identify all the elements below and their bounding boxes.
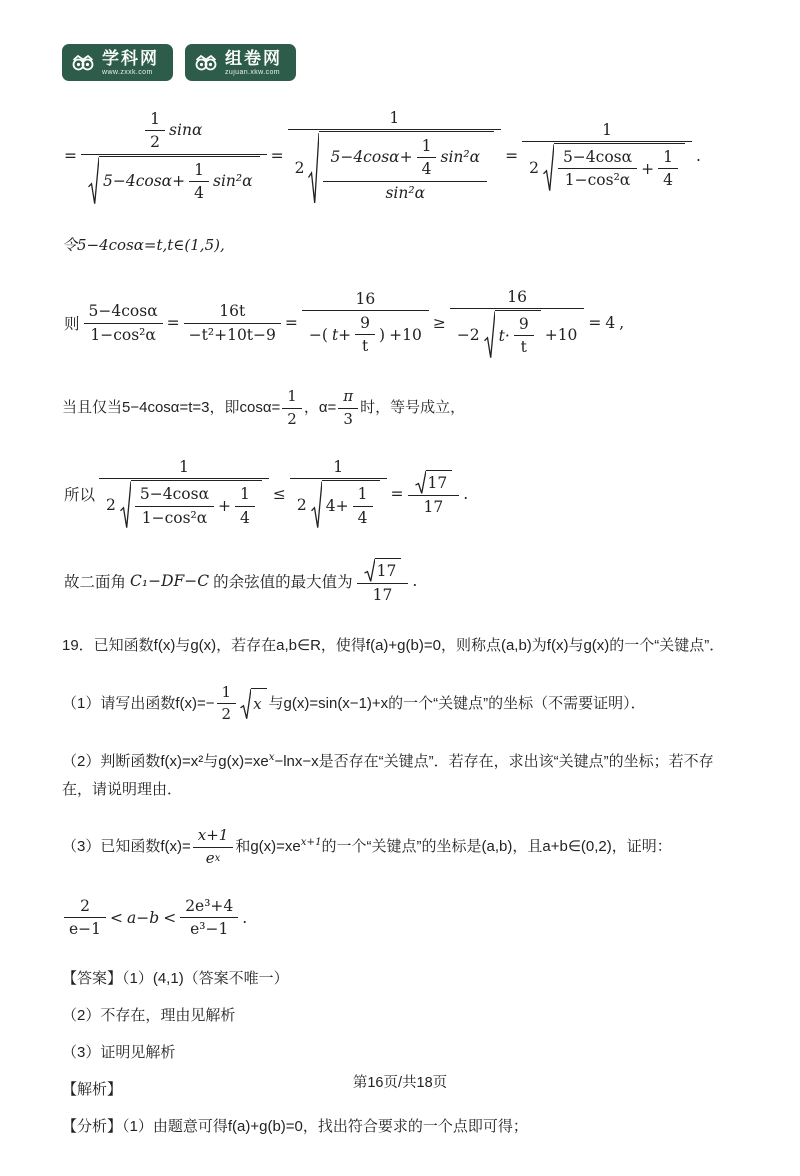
square-root xyxy=(484,310,541,359)
math-token: 2 xyxy=(296,496,307,515)
radicand xyxy=(554,143,685,192)
fraction xyxy=(357,557,409,606)
fraction xyxy=(135,483,214,528)
math-token: sin²α xyxy=(385,184,426,203)
math-token: = xyxy=(284,314,298,333)
math-token: sin²α xyxy=(213,172,253,191)
radical-icon xyxy=(308,131,319,205)
fraction xyxy=(290,456,387,530)
math-token: t xyxy=(355,334,375,357)
fraction xyxy=(282,386,302,430)
text-run: （1）请写出函数f(x)=− xyxy=(62,694,215,712)
page-footer xyxy=(0,1071,800,1092)
logo-text xyxy=(102,49,159,77)
math-token: t+ xyxy=(331,325,352,344)
math-token: 2 xyxy=(106,496,116,515)
fraction xyxy=(288,107,501,207)
radicand xyxy=(319,131,494,205)
fraction xyxy=(217,682,237,726)
text-run: （3）已知函数f(x)= xyxy=(62,838,191,856)
math-token: −( xyxy=(308,325,328,344)
math-token: 5−4cosα xyxy=(562,148,633,167)
fraction-numerator xyxy=(408,469,460,495)
radicand: 17 xyxy=(375,558,402,582)
logo-url: zujuan.xkw.com xyxy=(225,68,281,76)
math-token: 4+ xyxy=(325,497,349,516)
text-run: 【解析】 xyxy=(62,1080,123,1098)
answer-line-2 xyxy=(62,1004,738,1025)
fraction-numerator: 1 xyxy=(333,458,344,477)
owl-icon xyxy=(194,51,218,75)
math-token: 3 xyxy=(338,408,358,431)
text-run: 则 xyxy=(64,316,80,334)
fraction xyxy=(184,300,281,345)
square-root xyxy=(364,558,402,582)
radicand xyxy=(495,310,541,359)
math-token: 1 xyxy=(663,148,673,167)
radical-icon xyxy=(88,156,99,205)
square-root xyxy=(88,156,260,205)
text-run: （2）判断函数f(x)=x²与g(x)=xe xyxy=(62,752,269,770)
radical-icon xyxy=(120,480,131,529)
math-token: 1 xyxy=(240,485,250,504)
owl-icon xyxy=(71,51,95,75)
math-token: t· xyxy=(498,326,510,345)
fraction-denominator: e x xyxy=(193,847,234,870)
math-token: . xyxy=(412,572,418,591)
fraction-denominator xyxy=(99,478,269,530)
fraction-denominator xyxy=(302,310,429,358)
fraction xyxy=(408,469,460,518)
math-token: 4 xyxy=(353,506,373,529)
substitution-line xyxy=(62,232,738,260)
math-token: −2 xyxy=(456,325,480,344)
logo-xuekewang xyxy=(62,44,173,81)
logo-zujuanwang xyxy=(185,44,296,81)
math-token: +10 xyxy=(389,325,422,344)
fraction xyxy=(450,286,585,360)
logo-url: www.zxxk.com xyxy=(102,68,153,76)
math-token: e xyxy=(205,848,215,867)
square-root xyxy=(543,143,685,192)
math-token: 1 xyxy=(194,160,205,179)
square-root xyxy=(120,480,262,529)
math-token: x+1 xyxy=(197,826,229,845)
exponent: x+1 xyxy=(300,837,322,849)
logo-text xyxy=(225,49,282,77)
fraction-numerator xyxy=(357,557,409,583)
math-token: 1 xyxy=(221,682,232,701)
radicand xyxy=(99,156,260,205)
fraction xyxy=(514,313,534,358)
derivation-line-1 xyxy=(62,107,738,207)
radicand xyxy=(322,480,380,529)
math-token: 2 xyxy=(294,158,305,177)
fraction xyxy=(323,134,487,204)
inequality-line xyxy=(62,895,738,940)
text-run: 令5−4cosα=t,t∈(1,5), xyxy=(62,236,225,255)
problem-19-part3 xyxy=(62,825,738,869)
fraction xyxy=(145,108,165,153)
math-token: −t²+10t−9 xyxy=(184,323,281,346)
fraction xyxy=(522,119,692,193)
text-run: 故二面角 xyxy=(64,574,127,592)
math-token: sin²α xyxy=(440,148,481,167)
fraction-denominator xyxy=(522,141,692,193)
math-token: 2 xyxy=(145,130,165,153)
text-run: ，α= xyxy=(303,399,337,417)
radical-icon xyxy=(240,688,251,720)
math-token: C₁−DF−C xyxy=(130,572,210,591)
fraction-numerator xyxy=(81,107,267,154)
fraction xyxy=(302,288,429,358)
text-run: 的余弦值的最大值为 xyxy=(213,574,353,592)
fraction xyxy=(558,146,637,191)
math-token: . xyxy=(695,147,701,166)
fraction-numerator xyxy=(323,134,487,181)
text-run: 【答案】（1）(4,1)（答案不唯一） xyxy=(62,969,289,987)
exponent: x xyxy=(268,751,275,763)
text-run: 的一个“关键点”的坐标是(a,b)，且a+b∈(0,2)，证明： xyxy=(321,838,672,856)
math-token: = xyxy=(270,147,284,166)
square-root xyxy=(308,131,494,205)
math-token: 4 xyxy=(417,157,437,180)
math-token: 4 xyxy=(605,314,616,333)
text-run: −lnx−x是否存在“关键点”．若存在，求出该“关键点”的坐标；若不存在，请说明理由． xyxy=(62,752,714,798)
fraction xyxy=(81,107,267,207)
fraction-denominator xyxy=(288,129,501,206)
radical-icon xyxy=(484,310,495,359)
square-root xyxy=(311,480,380,529)
square-root xyxy=(240,688,266,720)
radical-icon xyxy=(415,470,426,494)
fraction xyxy=(353,483,373,528)
fraction xyxy=(189,159,209,204)
math-token: 1 xyxy=(287,387,297,406)
math-token: a−b xyxy=(127,908,160,927)
math-token: + xyxy=(218,497,232,516)
fraction xyxy=(64,895,106,940)
math-token: = xyxy=(64,147,77,166)
math-token: 4 xyxy=(189,181,209,204)
text-run: 时，等号成立， xyxy=(360,399,466,417)
math-token: 2 xyxy=(529,158,539,177)
math-token: . xyxy=(463,484,469,503)
math-token: 1 xyxy=(150,109,161,128)
math-token: sinα xyxy=(169,121,203,140)
equality-condition-line xyxy=(62,386,738,430)
logo-name: 组卷网 xyxy=(225,49,282,68)
fraction-numerator: 16 xyxy=(355,289,376,308)
fraction xyxy=(99,456,269,530)
fraction-denominator xyxy=(323,181,487,204)
header-logos xyxy=(62,44,738,81)
math-token: 2 xyxy=(217,703,237,726)
text-run: 当且仅当5−4cosα=t=3，即cosα= xyxy=(62,399,281,417)
fraction-denominator: 17 xyxy=(357,583,409,606)
math-token: = xyxy=(505,147,519,166)
square-root xyxy=(415,470,453,494)
math-token: , xyxy=(619,314,625,333)
answer-section xyxy=(62,967,738,1136)
math-token: ≤ xyxy=(272,484,286,503)
fraction-numerator: 1 xyxy=(179,458,189,477)
math-token: 4 xyxy=(658,168,678,191)
math-token: t xyxy=(514,335,534,358)
fraction-numerator: 2 xyxy=(80,897,90,916)
math-token: 9 xyxy=(360,314,371,333)
radicand: 17 xyxy=(426,470,453,494)
math-token: +10 xyxy=(544,325,578,344)
analysis-line xyxy=(62,1115,738,1136)
math-token: 2 xyxy=(282,408,302,431)
math-token: π xyxy=(343,387,354,406)
fraction xyxy=(658,146,678,191)
math-token: < xyxy=(163,908,177,927)
text-run: （3）证明见解析 xyxy=(62,1043,176,1061)
logo-name: 学科网 xyxy=(102,49,159,68)
answer-line-3 xyxy=(62,1041,738,1062)
fraction-numerator: 16 xyxy=(507,287,527,306)
math-token: 5−4cosα+ xyxy=(103,172,186,191)
math-token: 1 xyxy=(357,485,368,504)
problem-19-part1 xyxy=(62,682,738,726)
math-token: 1−cos²α xyxy=(558,168,637,191)
text-run: 19．已知函数f(x)与g(x)，若存在a,b∈R，使得f(a)+g(b)=0，则称点(a,b)为f(x)与g(x)的一个“关键点”． xyxy=(62,637,725,655)
radical-icon xyxy=(311,480,322,529)
math-token: = xyxy=(588,314,602,333)
problem-19-intro xyxy=(62,632,738,660)
math-token: 5−4cosα xyxy=(88,302,158,321)
math-token: 4 xyxy=(235,506,255,529)
math-token: + xyxy=(641,159,655,178)
radicand: x xyxy=(251,688,266,720)
math-token: 9 xyxy=(518,315,529,334)
text-run: （2）不存在，理由见解析 xyxy=(62,1006,236,1024)
math-token: 1−cos²α xyxy=(135,506,214,529)
derivation-line-2 xyxy=(62,286,738,360)
fraction-denominator: e−1 xyxy=(64,917,106,940)
fraction-denominator: e³−1 xyxy=(180,917,238,940)
fraction-numerator: 2e³+4 xyxy=(185,897,234,916)
fraction xyxy=(355,312,375,357)
math-token: 5−4cosα+ xyxy=(330,148,413,167)
math-token: ≥ xyxy=(432,314,446,333)
math-token: ) xyxy=(379,325,386,344)
text-run: 【分析】（1）由题意可得f(a)+g(b)=0，找出符合要求的一个点即可得； xyxy=(62,1117,528,1135)
derivation-line-3 xyxy=(62,456,738,530)
fraction xyxy=(417,135,437,180)
math-token: 1 xyxy=(421,136,432,155)
radical-icon xyxy=(364,558,375,582)
radicand xyxy=(131,480,262,529)
radical-icon xyxy=(543,143,554,192)
fraction-numerator: 1 xyxy=(602,121,612,140)
fraction-denominator: 17 xyxy=(408,495,460,518)
fraction-denominator xyxy=(290,478,387,530)
fraction xyxy=(235,483,255,528)
fraction xyxy=(84,300,163,345)
text-run: 所以 xyxy=(64,486,96,504)
fraction xyxy=(180,895,238,940)
problem-19-part2 xyxy=(62,748,738,804)
answer-line-1 xyxy=(62,967,738,988)
page-number: 第16页/共18页 xyxy=(352,1074,448,1091)
fraction-denominator xyxy=(450,308,585,360)
fraction xyxy=(193,825,234,869)
fraction-numerator: 1 xyxy=(389,108,400,127)
math-token: 5−4cosα xyxy=(139,485,210,504)
math-token: . xyxy=(242,908,248,927)
math-token: = xyxy=(166,314,180,333)
text-run: 与g(x)=sin(x−1)+x的一个“关键点”的坐标（不需要证明）． xyxy=(268,694,646,712)
math-token: = xyxy=(390,484,404,503)
math-token: < xyxy=(110,908,124,927)
fraction-denominator xyxy=(81,154,267,206)
math-token: 16t xyxy=(219,302,246,321)
math-token: 1−cos²α xyxy=(84,323,163,346)
conclusion-line xyxy=(62,557,738,606)
fraction xyxy=(338,386,358,430)
text-run: 和g(x)=xe xyxy=(235,838,301,856)
